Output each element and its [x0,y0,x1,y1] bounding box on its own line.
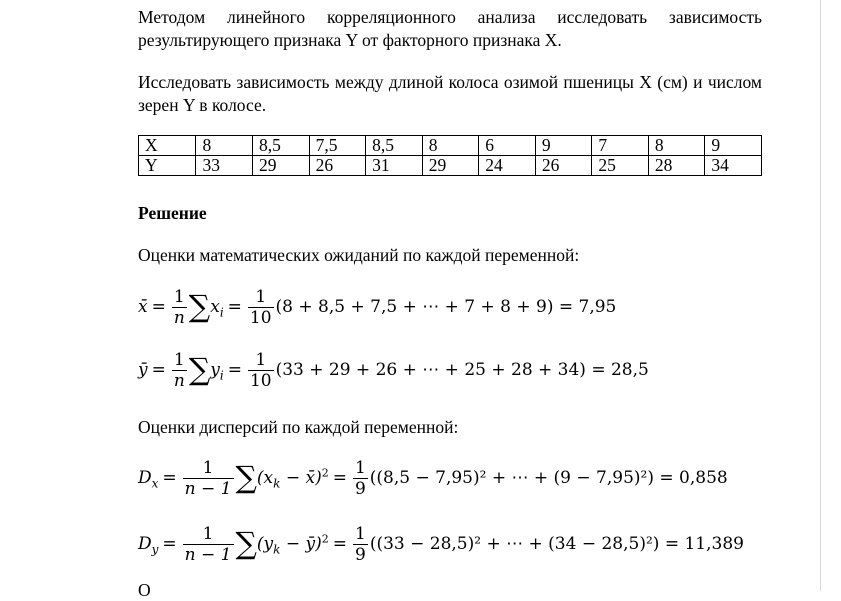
formula-dx: $D_x$ = $\frac{1}{n - 1}$ $\sum(x_k$ − x̄)$^2$ = $\frac{1}{9}$ ((8,5 − 7,95)² + ⋯ + (9 − 7,95)²) = 0,858 [138,458,728,499]
dx-expression: ((8,5 − 7,95)² + ⋯ + (9 − 7,95)²) = 0,858 [369,468,728,488]
table-cell: 34 [705,156,762,176]
data-table [138,135,762,176]
sum-symbol: ∑ [235,526,257,562]
table-row [139,136,762,156]
page-edge [820,0,821,591]
sum-symbol: ∑ [188,289,211,325]
y-mean-symbol: ȳ [138,360,148,380]
x-mean-symbol: x̄ [138,297,148,317]
table-cell: 31 [366,156,423,176]
fraction-1-over-10: $\frac{1}{10}$ [249,350,272,391]
trailing-text: О [138,580,151,600]
table-cell: 33 [196,156,253,176]
task-paragraph-1: Методом линейного корреляционного анализа исследовать зависимость результирующего признака Y от факторного признака X. [138,7,762,50]
fraction-1-over-n: $\frac{1}{n}$ [173,350,185,391]
formula-y-mean: ȳ = $\frac{1}{n}$ $\sum y_i$ = $\frac{1}{10}$ (33 + 29 + 26 + ⋯ + 25 + 28 + 34) = 28,5 [138,350,649,391]
table-cell: 24 [479,156,536,176]
y-mean-expression: (33 + 29 + 26 + ⋯ + 25 + 28 + 34) = 28,5 [275,360,649,380]
fraction-1-over-n-minus-1: $\frac{1}{n - 1}$ [184,524,232,565]
table-cell: 6 [479,136,536,156]
task-paragraph-2: Исследовать зависимость между длиной колоса озимой пшеницы X (см) и числом зерен Y в колосе. [138,72,762,115]
dy-expression: ((33 − 28,5)² + ⋯ + (34 − 28,5)²) = 11,389 [369,534,744,554]
table-cell: 8 [196,136,253,156]
table-cell: 29 [252,156,309,176]
sum-symbol: ∑ [235,460,257,496]
table-cell: 8 [648,136,705,156]
table-cell: 26 [535,156,592,176]
solution-heading: Решение [138,203,207,223]
sum-symbol: ∑ [188,352,211,388]
fraction-1-over-9: $\frac{1}{9}$ [354,458,366,499]
formula-x-mean: x̄ = $\frac{1}{n}$ $\sum x_i$ = $\frac{1}{10}$ (8 + 8,5 + 7,5 + ⋯ + 7 + 8 + 9) = 7,95 [138,287,617,328]
table-cell: 25 [592,156,649,176]
table-cell: 7,5 [309,136,366,156]
table-cell: 26 [309,156,366,176]
table-row [139,156,762,176]
formula-dy: $D_y$ = $\frac{1}{n - 1}$ $\sum(y_k$ − ȳ)$^2$ = $\frac{1}{9}$ ((33 − 28,5)² + ⋯ + (34 − 28,5)²) = 11,389 [138,524,744,565]
dx-symbol: D [138,468,152,488]
means-caption: Оценки математических ожиданий по каждой переменной: [138,245,580,265]
table-cell: 29 [422,156,479,176]
x-mean-expression: (8 + 8,5 + 7,5 + ⋯ + 7 + 8 + 9) = 7,95 [275,297,617,317]
table-cell: 9 [705,136,762,156]
table-cell: 9 [535,136,592,156]
variances-caption: Оценки дисперсий по каждой переменной: [138,417,459,437]
dy-symbol: D [138,534,152,554]
table-cell: 8,5 [366,136,423,156]
fraction-1-over-n: $\frac{1}{n}$ [173,287,185,328]
table-cell: 8 [422,136,479,156]
fraction-1-over-9: $\frac{1}{9}$ [355,524,366,565]
fraction-1-over-n-minus-1: $\frac{1}{n - 1}$ [184,458,232,499]
table-cell: 7 [592,136,649,156]
table-cell: 28 [648,156,705,176]
table-cell: 8,5 [252,136,309,156]
row-header-cell: X [139,136,196,156]
fraction-1-over-10: $\frac{1}{10}$ [249,287,272,328]
row-header-cell: Y [139,156,196,176]
